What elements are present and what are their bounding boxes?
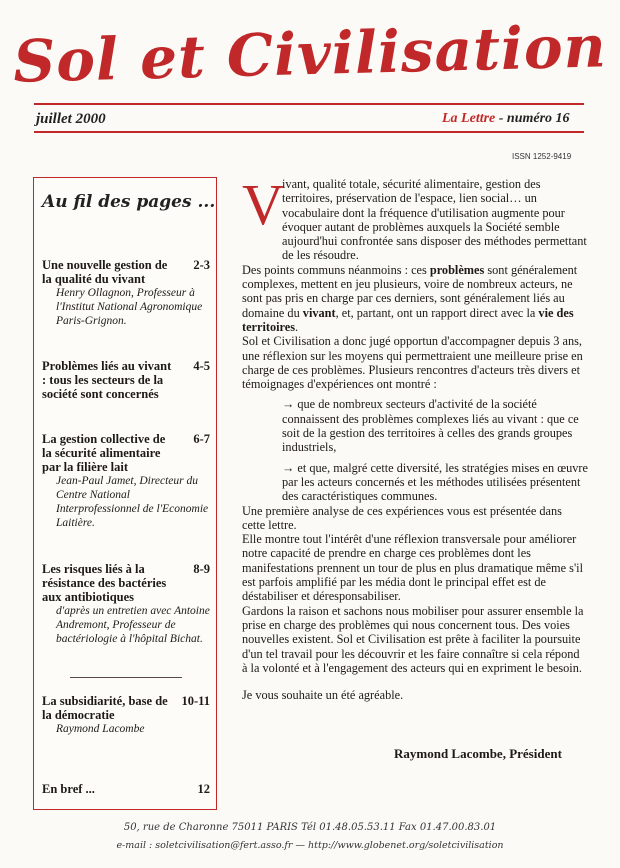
toc-item <box>42 359 210 401</box>
bullet-2: → et que, malgré cette diversité, les stratégies mises en œuvre par les acteurs concernés et les méthodes utilisées présentent des caractéristiques communes. <box>282 460 588 504</box>
toc-item-pages: 10-11 <box>181 694 210 708</box>
issn: ISSN 1252-9419 <box>512 152 572 161</box>
numero-label: - numéro 16 <box>498 111 570 126</box>
footer-address: 50, rue de Charonne 75011 PARIS Tél 01.48.05.53.11 Fax 01.47.00.83.01 <box>123 822 497 833</box>
lettre-label: La Lettre <box>442 111 496 126</box>
bullet-1: → que de nombreux secteurs d'activité de la société connaissent des problèmes complexes liés au vivant : que ce soit de la gestion des territoires à celles des grands groupes industriels, <box>282 397 579 455</box>
paragraph-4: Une première analyse de ces expériences vous est présentée dans cette lettre. <box>242 503 562 532</box>
toc-item <box>42 562 210 646</box>
drop-cap: V <box>242 172 284 237</box>
toc-item-pages: 2-3 <box>193 258 210 272</box>
paragraph-2: Des points communs néanmoins : ces problèmes sont généralement complexes, mettent en jeu plusieurs, voire de nombreux acteurs, ne sont pas pris en charge par ces derniers, sont généralement liés au domaine du vivant, et, partant, ont un rapport direct avec la vie des territoires. <box>242 262 578 334</box>
toc-item <box>42 258 210 328</box>
header-rule-top <box>34 103 584 105</box>
footer-contact: e-mail : soletcivilisation@fert.asso.fr — http://www.globenet.org/soletcivilisation <box>116 840 504 851</box>
toc-item-title: En bref ... <box>42 782 95 796</box>
signature: Raymond Lacombe, Président <box>394 746 562 761</box>
paragraph-1: ivant, qualité totale, sécurité alimentaire, gestion des territoires, préservation de l'espace, lien social… un vocabulaire dont la fréquence d'utilisation augmente pour évoquer autant de problèmes auxquels la Société semble aujourd'hui confrontée sans disposer des méthodes permettant de les résoudre. <box>282 177 587 263</box>
toc-item-author: d'après un entretien avec Antoine Andremont, Professeur de bactériologie à l'hôpital Bichat. <box>56 605 210 645</box>
toc-item-title: La gestion collective de la sécurité alimentaire par la filière lait <box>42 432 166 474</box>
toc-item-pages: 4-5 <box>193 359 210 373</box>
paragraph-6: Gardons la raison et sachons nous mobiliser pour assurer ensemble la prise en charge des problèmes qui nous concernent tous. Des voies nouvelles existent. Sol et Civilisation est prête à faciliter la poursuite d'un tel travail pour les découvrir et les faire connaître si cela répond à la volonté et à l'engagement des acteurs qui en expriment le besoin. <box>242 603 584 675</box>
toc-item-title: Les risques liés à la résistance des bactéries aux antibiotiques <box>42 562 167 604</box>
toc-item-pages: 12 <box>197 782 210 796</box>
header-rule-bottom <box>34 131 584 133</box>
toc-separator <box>70 677 182 678</box>
toc-item-pages: 6-7 <box>193 432 210 446</box>
toc-item <box>42 782 210 796</box>
toc-title: Au fil des pages ... <box>42 192 216 212</box>
table-of-contents <box>33 177 217 810</box>
toc-item-title: La subsidiarité, base de la démocratie <box>42 694 168 722</box>
toc-item-title: Une nouvelle gestion de la qualité du vivant <box>42 258 168 286</box>
toc-item-author: Raymond Lacombe <box>56 723 145 735</box>
toc-item-author: Jean-Paul Jamet, Directeur du Centre National Interprofessionnel de l'Economie Laitière. <box>56 475 209 529</box>
toc-item-title: Problèmes liés au vivant : tous les secteurs de la société sont concernés <box>42 359 172 401</box>
issue-number <box>442 111 570 127</box>
issue-date: juillet 2000 <box>36 111 106 127</box>
editorial-article <box>242 172 588 703</box>
masthead-title: Sol et Civilisation <box>12 12 608 96</box>
closing-line: Je vous souhaite un été agréable. <box>242 688 404 703</box>
paragraph-5: Elle montre tout l'intérêt d'une réflexion transversale pour améliorer notre capacité de prendre en charge ces problèmes dont les manifestations prennent un tour de plus en plus dramatique même s'il est parfois amplifié par les média dont le principal effet est de déstabiliser et déresponsabiliser. <box>242 532 583 604</box>
toc-item-author: Henry Ollagnon, Professeur à l'Institut National Agronomique Paris-Grignon. <box>56 287 203 327</box>
paragraph-3: Sol et Civilisation a donc jugé opportun d'accompagner depuis 3 ans, une réflexion sur les moyens qui permettraient une meilleure prise en charge de ces problèmes. Plusieurs rencontres d'acteurs très divers et témoignages d'expériences ont montré : <box>242 334 583 392</box>
toc-item <box>42 432 210 530</box>
toc-item <box>42 694 210 736</box>
toc-item-pages: 8-9 <box>193 562 210 576</box>
